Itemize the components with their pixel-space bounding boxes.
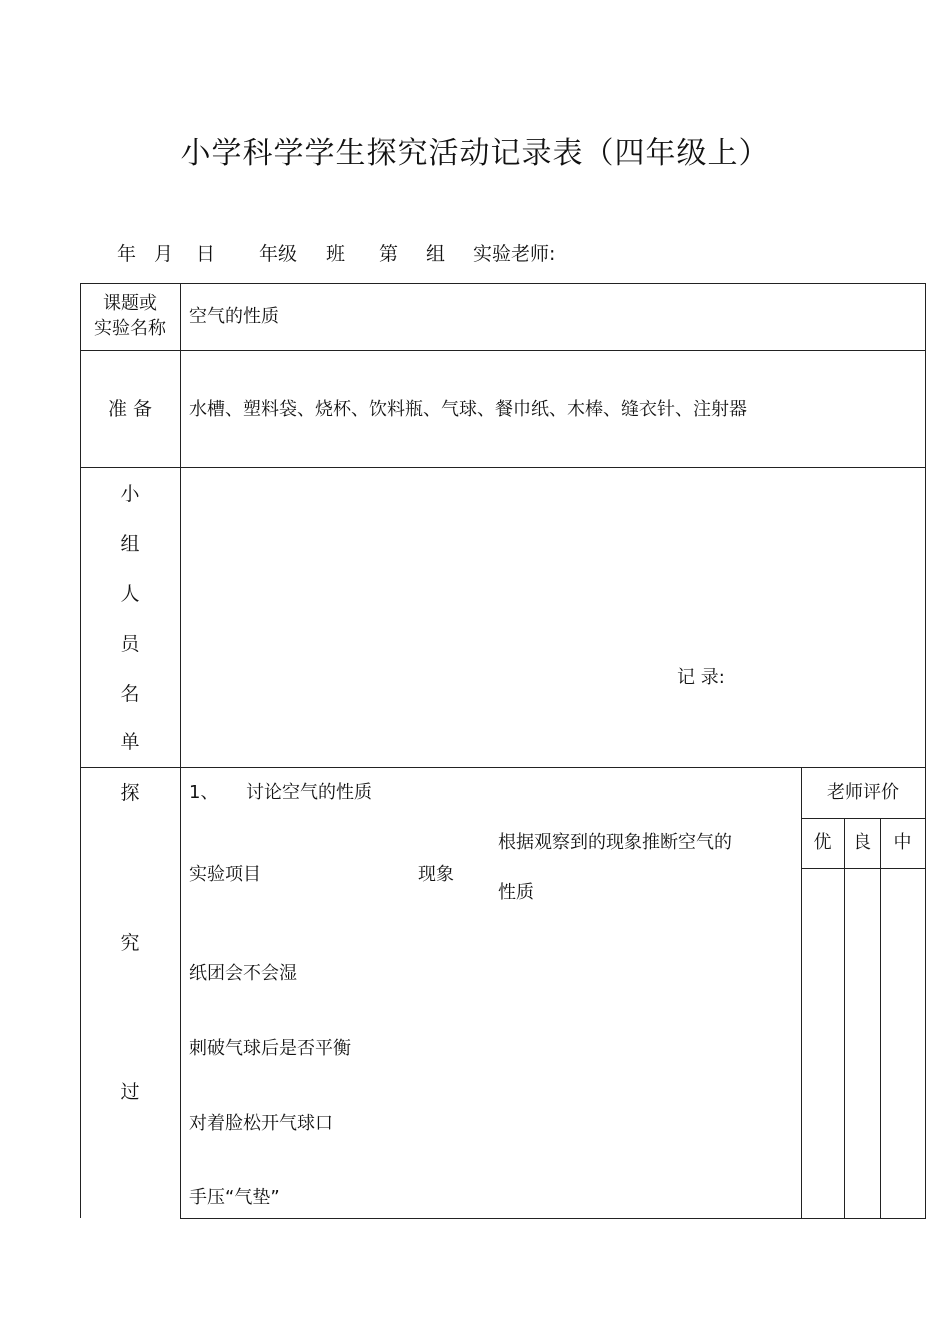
eval-level-average: 中: [893, 832, 912, 853]
experiment-item: 对着脸松开气球口: [189, 1113, 333, 1134]
table-border-top: [80, 283, 926, 284]
eval-column-divider: [844, 818, 845, 1218]
page-title: 小学科学学生探究活动记录表（四年级上）: [180, 136, 770, 171]
eval-level-excellent: 优: [813, 832, 832, 853]
table-divider: [80, 467, 926, 468]
header-month: 月: [154, 243, 174, 265]
eval-divider: [801, 868, 926, 869]
prep-value: 水槽、塑料袋、烧杯、饮料瓶、气球、餐巾纸、木棒、缝衣针、注射器: [189, 399, 747, 420]
topic-label-line2: 实验名称: [94, 318, 166, 339]
header-day: 日: [196, 243, 216, 265]
explore-label-char: 探: [120, 782, 140, 804]
table-border-right: [925, 283, 926, 1218]
table-divider: [80, 767, 926, 768]
members-label-char: 人: [120, 583, 140, 605]
col-header-inference-line1: 根据观察到的现象推断空气的: [498, 832, 732, 853]
prep-label: 准 备: [107, 398, 153, 420]
topic-value: 空气的性质: [189, 306, 279, 327]
members-label-char: 员: [120, 633, 140, 655]
task-title: 讨论空气的性质: [246, 782, 372, 803]
eval-column-divider: [880, 818, 881, 1218]
experiment-item: 纸团会不会湿: [189, 963, 297, 984]
members-label-char: 单: [120, 731, 140, 753]
header-grade: 年级: [259, 243, 298, 265]
header-class: 班: [326, 243, 346, 265]
label-column-divider: [180, 283, 181, 1218]
task-number: 1、: [189, 782, 219, 803]
header-teacher: 实验老师:: [473, 243, 556, 265]
col-header-inference-line2: 性质: [498, 882, 534, 903]
members-label-char: 组: [120, 533, 140, 555]
members-label-char: 小: [120, 483, 140, 505]
explore-label-char: 究: [120, 932, 140, 954]
recorder-label: 记 录:: [677, 667, 725, 688]
experiment-item: 刺破气球后是否平衡: [189, 1038, 351, 1059]
col-header-item: 实验项目: [189, 864, 261, 885]
header-year: 年: [117, 243, 137, 265]
experiment-item: 手压“气垫”: [189, 1187, 280, 1208]
eval-divider: [801, 818, 926, 819]
header-group-prefix: 第: [379, 243, 399, 265]
header-group-suffix: 组: [426, 243, 446, 265]
eval-level-good: 良: [853, 832, 871, 853]
explore-label-char: 过: [120, 1081, 140, 1103]
members-label-char: 名: [120, 683, 140, 705]
topic-label-line1: 课题或: [103, 293, 157, 314]
col-header-phenomenon: 现象: [418, 864, 454, 885]
table-border-bottom: [180, 1218, 926, 1219]
eval-title: 老师评价: [827, 782, 899, 803]
table-divider: [80, 350, 926, 351]
